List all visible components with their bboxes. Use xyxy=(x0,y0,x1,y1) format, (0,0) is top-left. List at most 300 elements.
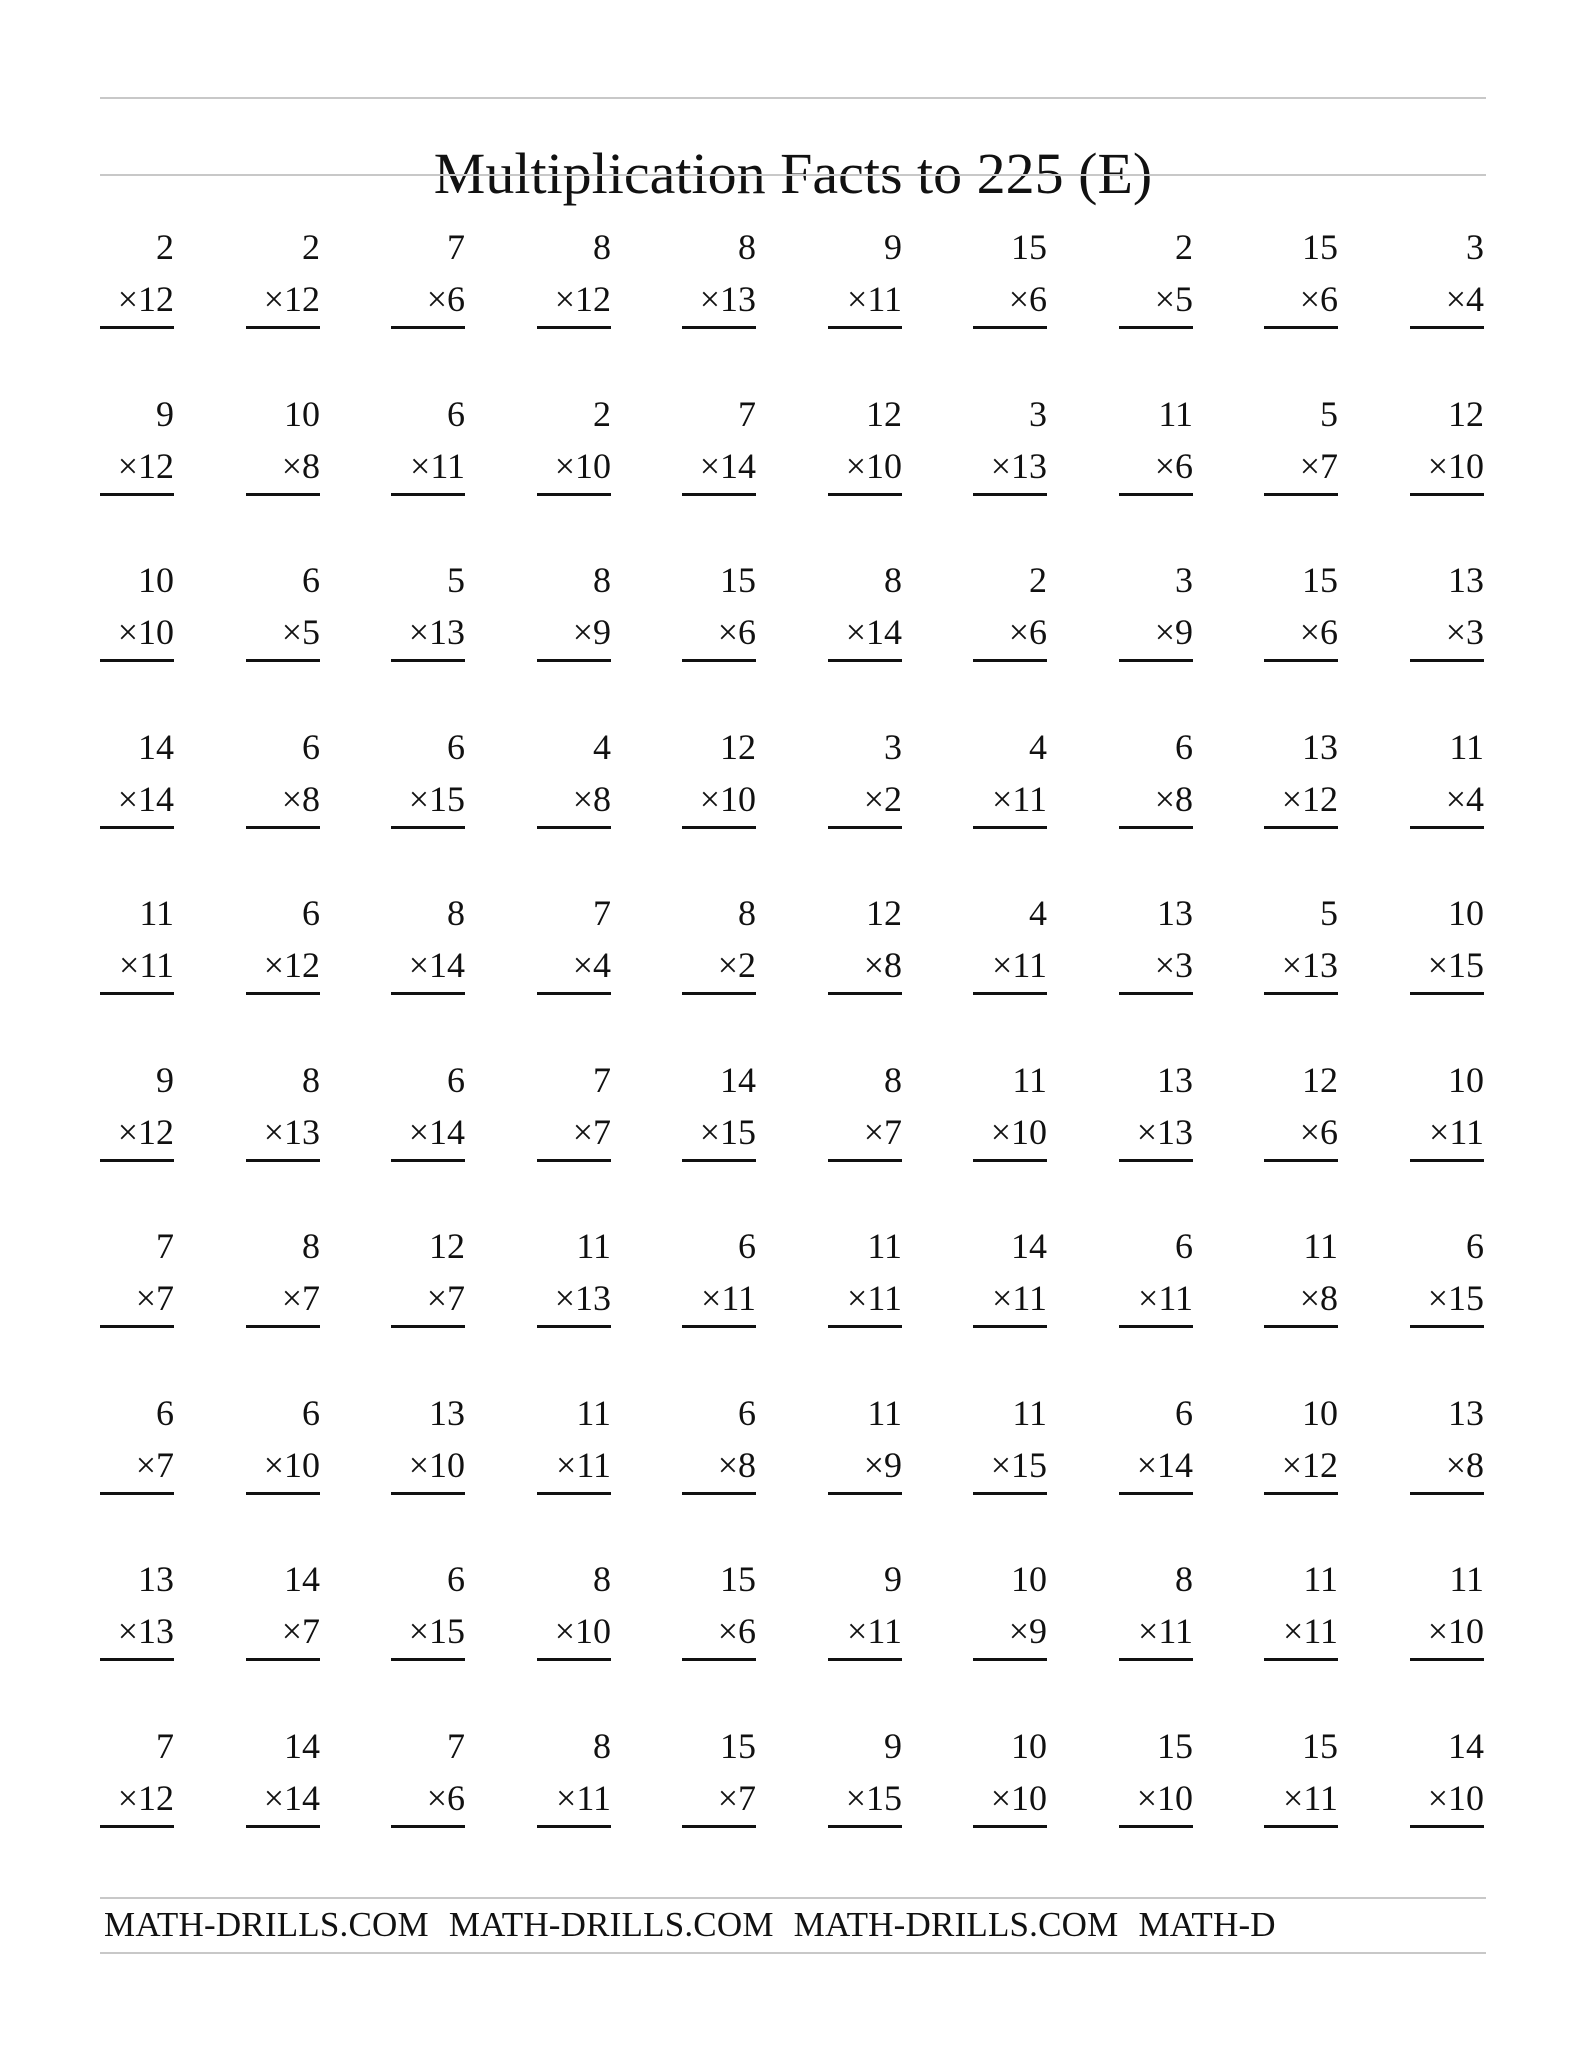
multiplier: ×7 xyxy=(1299,446,1338,486)
multiplier: ×3 xyxy=(1445,612,1484,652)
answer-line xyxy=(1119,1658,1193,1661)
answer-line xyxy=(537,1159,611,1162)
multiplier: ×7 xyxy=(863,1112,902,1152)
problem xyxy=(1410,1059,1484,1169)
multiplicand: 10 xyxy=(1448,1060,1484,1100)
multiplier: ×11 xyxy=(1429,1112,1484,1152)
problem xyxy=(828,226,902,336)
problem xyxy=(391,226,465,336)
multiplier: ×10 xyxy=(990,1112,1047,1152)
answer-line xyxy=(828,1325,902,1328)
multiplicand: 14 xyxy=(1448,1726,1484,1766)
answer-line xyxy=(1264,1159,1338,1162)
multiplicand: 14 xyxy=(284,1559,320,1599)
answer-line xyxy=(1119,1825,1193,1828)
problem xyxy=(100,1225,174,1335)
problem xyxy=(246,1558,320,1668)
answer-line xyxy=(1264,659,1338,662)
multiplier: ×6 xyxy=(1154,446,1193,486)
worksheet-title: Multiplication Facts to 225 (E) xyxy=(433,140,1153,206)
answer-line xyxy=(246,659,320,662)
multiplicand: 9 xyxy=(884,1726,902,1766)
multiplier: ×6 xyxy=(717,1611,756,1651)
multiplier: ×15 xyxy=(990,1445,1047,1485)
problem xyxy=(973,726,1047,836)
multiplier: ×15 xyxy=(699,1112,756,1152)
problem xyxy=(973,892,1047,1002)
multiplier: ×13 xyxy=(263,1112,320,1152)
answer-line xyxy=(1410,1492,1484,1495)
multiplier: ×6 xyxy=(426,279,465,319)
multiplier: ×11 xyxy=(1283,1778,1338,1818)
multiplier: ×8 xyxy=(1299,1278,1338,1318)
multiplier: ×6 xyxy=(1299,612,1338,652)
answer-line xyxy=(391,659,465,662)
multiplicand: 15 xyxy=(720,1559,756,1599)
answer-line xyxy=(391,992,465,995)
multiplier: ×4 xyxy=(1445,779,1484,819)
problem xyxy=(1119,1558,1193,1668)
problem xyxy=(391,393,465,503)
problem xyxy=(100,393,174,503)
answer-line xyxy=(973,326,1047,329)
multiplicand: 4 xyxy=(1029,727,1047,767)
answer-line xyxy=(1119,826,1193,829)
multiplier: ×15 xyxy=(1427,945,1484,985)
problem xyxy=(828,1059,902,1169)
problem xyxy=(1410,393,1484,503)
top-rule xyxy=(100,97,1486,99)
multiplicand: 11 xyxy=(1449,1559,1484,1599)
multiplier: ×11 xyxy=(701,1278,756,1318)
answer-line xyxy=(537,659,611,662)
multiplicand: 15 xyxy=(720,1726,756,1766)
answer-line xyxy=(391,826,465,829)
multiplier: ×6 xyxy=(426,1778,465,1818)
multiplicand: 11 xyxy=(1158,394,1193,434)
footer-mark: MATH-DRILLS.COM xyxy=(104,1905,429,1944)
multiplier: ×15 xyxy=(408,779,465,819)
answer-line xyxy=(246,1825,320,1828)
multiplicand: 11 xyxy=(576,1393,611,1433)
problem xyxy=(828,1392,902,1502)
problem xyxy=(537,726,611,836)
multiplicand: 8 xyxy=(447,893,465,933)
multiplicand: 11 xyxy=(1449,727,1484,767)
multiplicand: 7 xyxy=(593,893,611,933)
problem xyxy=(682,726,756,836)
multiplicand: 7 xyxy=(156,1726,174,1766)
answer-line xyxy=(1264,1325,1338,1328)
problem xyxy=(391,892,465,1002)
answer-line xyxy=(537,1325,611,1328)
answer-line xyxy=(1119,992,1193,995)
answer-line xyxy=(1119,493,1193,496)
problem xyxy=(391,1558,465,1668)
multiplicand: 10 xyxy=(138,560,174,600)
answer-line xyxy=(828,1658,902,1661)
multiplier: ×10 xyxy=(845,446,902,486)
problem xyxy=(973,1558,1047,1668)
answer-line xyxy=(100,659,174,662)
problem xyxy=(1119,1392,1193,1502)
answer-line xyxy=(391,1825,465,1828)
multiplier: ×5 xyxy=(1154,279,1193,319)
problem xyxy=(828,892,902,1002)
answer-line xyxy=(682,326,756,329)
answer-line xyxy=(973,1825,1047,1828)
multiplicand: 2 xyxy=(1029,560,1047,600)
answer-line xyxy=(246,493,320,496)
multiplier: ×14 xyxy=(117,779,174,819)
multiplier: ×6 xyxy=(1008,279,1047,319)
multiplicand: 9 xyxy=(156,1060,174,1100)
multiplicand: 6 xyxy=(1175,1226,1193,1266)
problem xyxy=(682,226,756,336)
multiplicand: 11 xyxy=(1303,1559,1338,1599)
multiplicand: 6 xyxy=(1466,1226,1484,1266)
problem xyxy=(1410,1725,1484,1835)
problem xyxy=(391,1392,465,1502)
answer-line xyxy=(1410,493,1484,496)
answer-line xyxy=(828,826,902,829)
multiplier: ×6 xyxy=(717,612,756,652)
answer-line xyxy=(246,1325,320,1328)
problem xyxy=(1264,1392,1338,1502)
multiplicand: 6 xyxy=(302,727,320,767)
multiplier: ×10 xyxy=(554,446,611,486)
problem xyxy=(1264,559,1338,669)
problem xyxy=(1264,393,1338,503)
multiplier: ×12 xyxy=(117,279,174,319)
multiplicand: 13 xyxy=(1157,893,1193,933)
multiplicand: 2 xyxy=(302,227,320,267)
answer-line xyxy=(100,826,174,829)
problem xyxy=(537,559,611,669)
problem xyxy=(391,1059,465,1169)
multiplier: ×7 xyxy=(717,1778,756,1818)
multiplicand: 13 xyxy=(1448,1393,1484,1433)
multiplicand: 8 xyxy=(593,1726,611,1766)
problem xyxy=(682,1225,756,1335)
answer-line xyxy=(1410,326,1484,329)
answer-line xyxy=(973,1159,1047,1162)
problem xyxy=(1264,726,1338,836)
problem xyxy=(246,393,320,503)
answer-line xyxy=(1264,493,1338,496)
answer-line xyxy=(246,326,320,329)
multiplier: ×10 xyxy=(1427,1778,1484,1818)
multiplicand: 6 xyxy=(156,1393,174,1433)
problem xyxy=(537,1392,611,1502)
answer-line xyxy=(973,992,1047,995)
multiplicand: 13 xyxy=(1302,727,1338,767)
multiplier: ×15 xyxy=(408,1611,465,1651)
answer-line xyxy=(391,1658,465,1661)
multiplier: ×14 xyxy=(1136,1445,1193,1485)
problem xyxy=(1410,726,1484,836)
multiplier: ×9 xyxy=(863,1445,902,1485)
problem xyxy=(391,559,465,669)
multiplicand: 2 xyxy=(593,394,611,434)
multiplier: ×4 xyxy=(572,945,611,985)
multiplicand: 5 xyxy=(1320,394,1338,434)
answer-line xyxy=(1119,659,1193,662)
multiplier: ×8 xyxy=(572,779,611,819)
multiplier: ×9 xyxy=(1008,1611,1047,1651)
answer-line xyxy=(537,1492,611,1495)
multiplier: ×8 xyxy=(281,779,320,819)
multiplicand: 2 xyxy=(1175,227,1193,267)
multiplicand: 10 xyxy=(1011,1559,1047,1599)
multiplier: ×10 xyxy=(1427,446,1484,486)
multiplier: ×2 xyxy=(863,779,902,819)
multiplicand: 9 xyxy=(156,394,174,434)
answer-line xyxy=(1264,992,1338,995)
multiplicand: 12 xyxy=(1302,1060,1338,1100)
answer-line xyxy=(682,1825,756,1828)
answer-line xyxy=(391,1325,465,1328)
answer-line xyxy=(973,1658,1047,1661)
multiplier: ×4 xyxy=(1445,279,1484,319)
problem xyxy=(1119,393,1193,503)
multiplicand: 9 xyxy=(884,227,902,267)
multiplicand: 8 xyxy=(593,1559,611,1599)
problem xyxy=(682,1725,756,1835)
multiplicand: 15 xyxy=(1011,227,1047,267)
multiplicand: 7 xyxy=(156,1226,174,1266)
multiplicand: 2 xyxy=(156,227,174,267)
footer-mark: MATH-DRILLS.COM xyxy=(793,1905,1119,1944)
answer-line xyxy=(1410,1825,1484,1828)
multiplier: ×13 xyxy=(699,279,756,319)
multiplier: ×12 xyxy=(1281,1445,1338,1485)
multiplier: ×12 xyxy=(554,279,611,319)
problem xyxy=(1410,226,1484,336)
answer-line xyxy=(973,826,1047,829)
answer-line xyxy=(828,992,902,995)
multiplier: ×14 xyxy=(263,1778,320,1818)
multiplier: ×12 xyxy=(117,1112,174,1152)
multiplicand: 8 xyxy=(738,893,756,933)
multiplier: ×15 xyxy=(1427,1278,1484,1318)
multiplier: ×3 xyxy=(1154,945,1193,985)
multiplicand: 11 xyxy=(867,1226,902,1266)
problem xyxy=(537,393,611,503)
multiplicand: 11 xyxy=(139,893,174,933)
answer-line xyxy=(537,493,611,496)
problem xyxy=(973,393,1047,503)
multiplier: ×10 xyxy=(408,1445,465,1485)
answer-line xyxy=(391,1492,465,1495)
multiplicand: 14 xyxy=(284,1726,320,1766)
answer-line xyxy=(246,1492,320,1495)
problem xyxy=(1264,892,1338,1002)
answer-line xyxy=(100,1825,174,1828)
multiplier: ×6 xyxy=(1299,1112,1338,1152)
multiplicand: 6 xyxy=(447,727,465,767)
multiplicand: 3 xyxy=(884,727,902,767)
problem xyxy=(1410,892,1484,1002)
problem xyxy=(1264,1725,1338,1835)
multiplier: ×2 xyxy=(717,945,756,985)
answer-line xyxy=(828,1159,902,1162)
multiplicand: 6 xyxy=(447,1559,465,1599)
multiplicand: 8 xyxy=(884,1060,902,1100)
multiplicand: 12 xyxy=(429,1226,465,1266)
answer-line xyxy=(100,493,174,496)
multiplier: ×11 xyxy=(410,446,465,486)
answer-line xyxy=(100,326,174,329)
multiplicand: 6 xyxy=(1175,1393,1193,1433)
answer-line xyxy=(537,826,611,829)
multiplicand: 11 xyxy=(576,1226,611,1266)
answer-line xyxy=(682,1658,756,1661)
multiplier: ×14 xyxy=(408,1112,465,1152)
problem xyxy=(682,1392,756,1502)
multiplier: ×12 xyxy=(117,1778,174,1818)
multiplicand: 8 xyxy=(1175,1559,1193,1599)
multiplicand: 10 xyxy=(1302,1393,1338,1433)
multiplier: ×14 xyxy=(408,945,465,985)
multiplier: ×11 xyxy=(992,1278,1047,1318)
multiplier: ×11 xyxy=(556,1778,611,1818)
multiplier: ×11 xyxy=(992,945,1047,985)
problem xyxy=(1119,1225,1193,1335)
problem xyxy=(246,726,320,836)
answer-line xyxy=(973,493,1047,496)
multiplicand: 11 xyxy=(867,1393,902,1433)
problem xyxy=(828,1558,902,1668)
problem xyxy=(391,1725,465,1835)
multiplier: ×13 xyxy=(408,612,465,652)
problem xyxy=(100,1725,174,1835)
problem xyxy=(973,1059,1047,1169)
answer-line xyxy=(1119,1325,1193,1328)
multiplier: ×12 xyxy=(263,279,320,319)
answer-line xyxy=(100,992,174,995)
answer-line xyxy=(100,1492,174,1495)
answer-line xyxy=(246,992,320,995)
multiplicand: 12 xyxy=(1448,394,1484,434)
answer-line xyxy=(537,1825,611,1828)
multiplicand: 6 xyxy=(302,893,320,933)
multiplier: ×11 xyxy=(992,779,1047,819)
multiplier: ×9 xyxy=(572,612,611,652)
answer-line xyxy=(682,493,756,496)
multiplier: ×6 xyxy=(1299,279,1338,319)
answer-line xyxy=(1264,326,1338,329)
problem xyxy=(1264,1059,1338,1169)
answer-line xyxy=(682,1325,756,1328)
answer-line xyxy=(391,1159,465,1162)
answer-line xyxy=(100,1325,174,1328)
answer-line xyxy=(973,1492,1047,1495)
multiplicand: 15 xyxy=(720,560,756,600)
multiplicand: 3 xyxy=(1175,560,1193,600)
problem xyxy=(1410,1225,1484,1335)
answer-line xyxy=(246,1658,320,1661)
problem xyxy=(537,1558,611,1668)
problem xyxy=(537,892,611,1002)
answer-line xyxy=(246,1159,320,1162)
problem xyxy=(1264,1225,1338,1335)
answer-line xyxy=(682,1159,756,1162)
multiplicand: 3 xyxy=(1466,227,1484,267)
multiplier: ×12 xyxy=(117,446,174,486)
problem-grid xyxy=(100,226,1486,1856)
answer-line xyxy=(391,493,465,496)
multiplicand: 12 xyxy=(866,394,902,434)
multiplicand: 5 xyxy=(1320,893,1338,933)
multiplicand: 10 xyxy=(284,394,320,434)
answer-line xyxy=(246,826,320,829)
problem xyxy=(682,559,756,669)
multiplicand: 8 xyxy=(884,560,902,600)
multiplier: ×11 xyxy=(1138,1278,1193,1318)
multiplier: ×8 xyxy=(717,1445,756,1485)
multiplicand: 12 xyxy=(866,893,902,933)
problem xyxy=(246,226,320,336)
multiplier: ×14 xyxy=(845,612,902,652)
answer-line xyxy=(828,659,902,662)
answer-line xyxy=(1410,1159,1484,1162)
problem xyxy=(1119,1059,1193,1169)
multiplicand: 5 xyxy=(447,560,465,600)
multiplicand: 15 xyxy=(1302,1726,1338,1766)
problem xyxy=(100,1059,174,1169)
problem xyxy=(828,1725,902,1835)
problem xyxy=(537,1725,611,1835)
problem xyxy=(537,226,611,336)
answer-line xyxy=(1264,1658,1338,1661)
multiplier: ×13 xyxy=(990,446,1047,486)
multiplier: ×11 xyxy=(1138,1611,1193,1651)
multiplier: ×8 xyxy=(863,945,902,985)
problem xyxy=(246,559,320,669)
problem xyxy=(537,1225,611,1335)
problem xyxy=(246,892,320,1002)
problem xyxy=(682,892,756,1002)
multiplicand: 7 xyxy=(593,1060,611,1100)
problem xyxy=(973,1225,1047,1335)
problem xyxy=(682,1059,756,1169)
footer-bottom-rule xyxy=(100,1952,1486,1954)
multiplier: ×10 xyxy=(1136,1778,1193,1818)
multiplicand: 9 xyxy=(884,1559,902,1599)
problem xyxy=(100,1558,174,1668)
multiplier: ×5 xyxy=(281,612,320,652)
problem xyxy=(828,393,902,503)
multiplicand: 6 xyxy=(302,560,320,600)
problem xyxy=(1264,226,1338,336)
answer-line xyxy=(391,326,465,329)
multiplier: ×8 xyxy=(1154,779,1193,819)
multiplier: ×11 xyxy=(119,945,174,985)
problem xyxy=(246,1392,320,1502)
answer-line xyxy=(828,1825,902,1828)
answer-line xyxy=(1410,992,1484,995)
problem xyxy=(100,226,174,336)
multiplier: ×12 xyxy=(1281,779,1338,819)
multiplicand: 10 xyxy=(1448,893,1484,933)
problem xyxy=(828,559,902,669)
multiplier: ×11 xyxy=(847,1611,902,1651)
answer-line xyxy=(828,1492,902,1495)
problem xyxy=(246,1725,320,1835)
problem xyxy=(100,892,174,1002)
problem xyxy=(391,1225,465,1335)
